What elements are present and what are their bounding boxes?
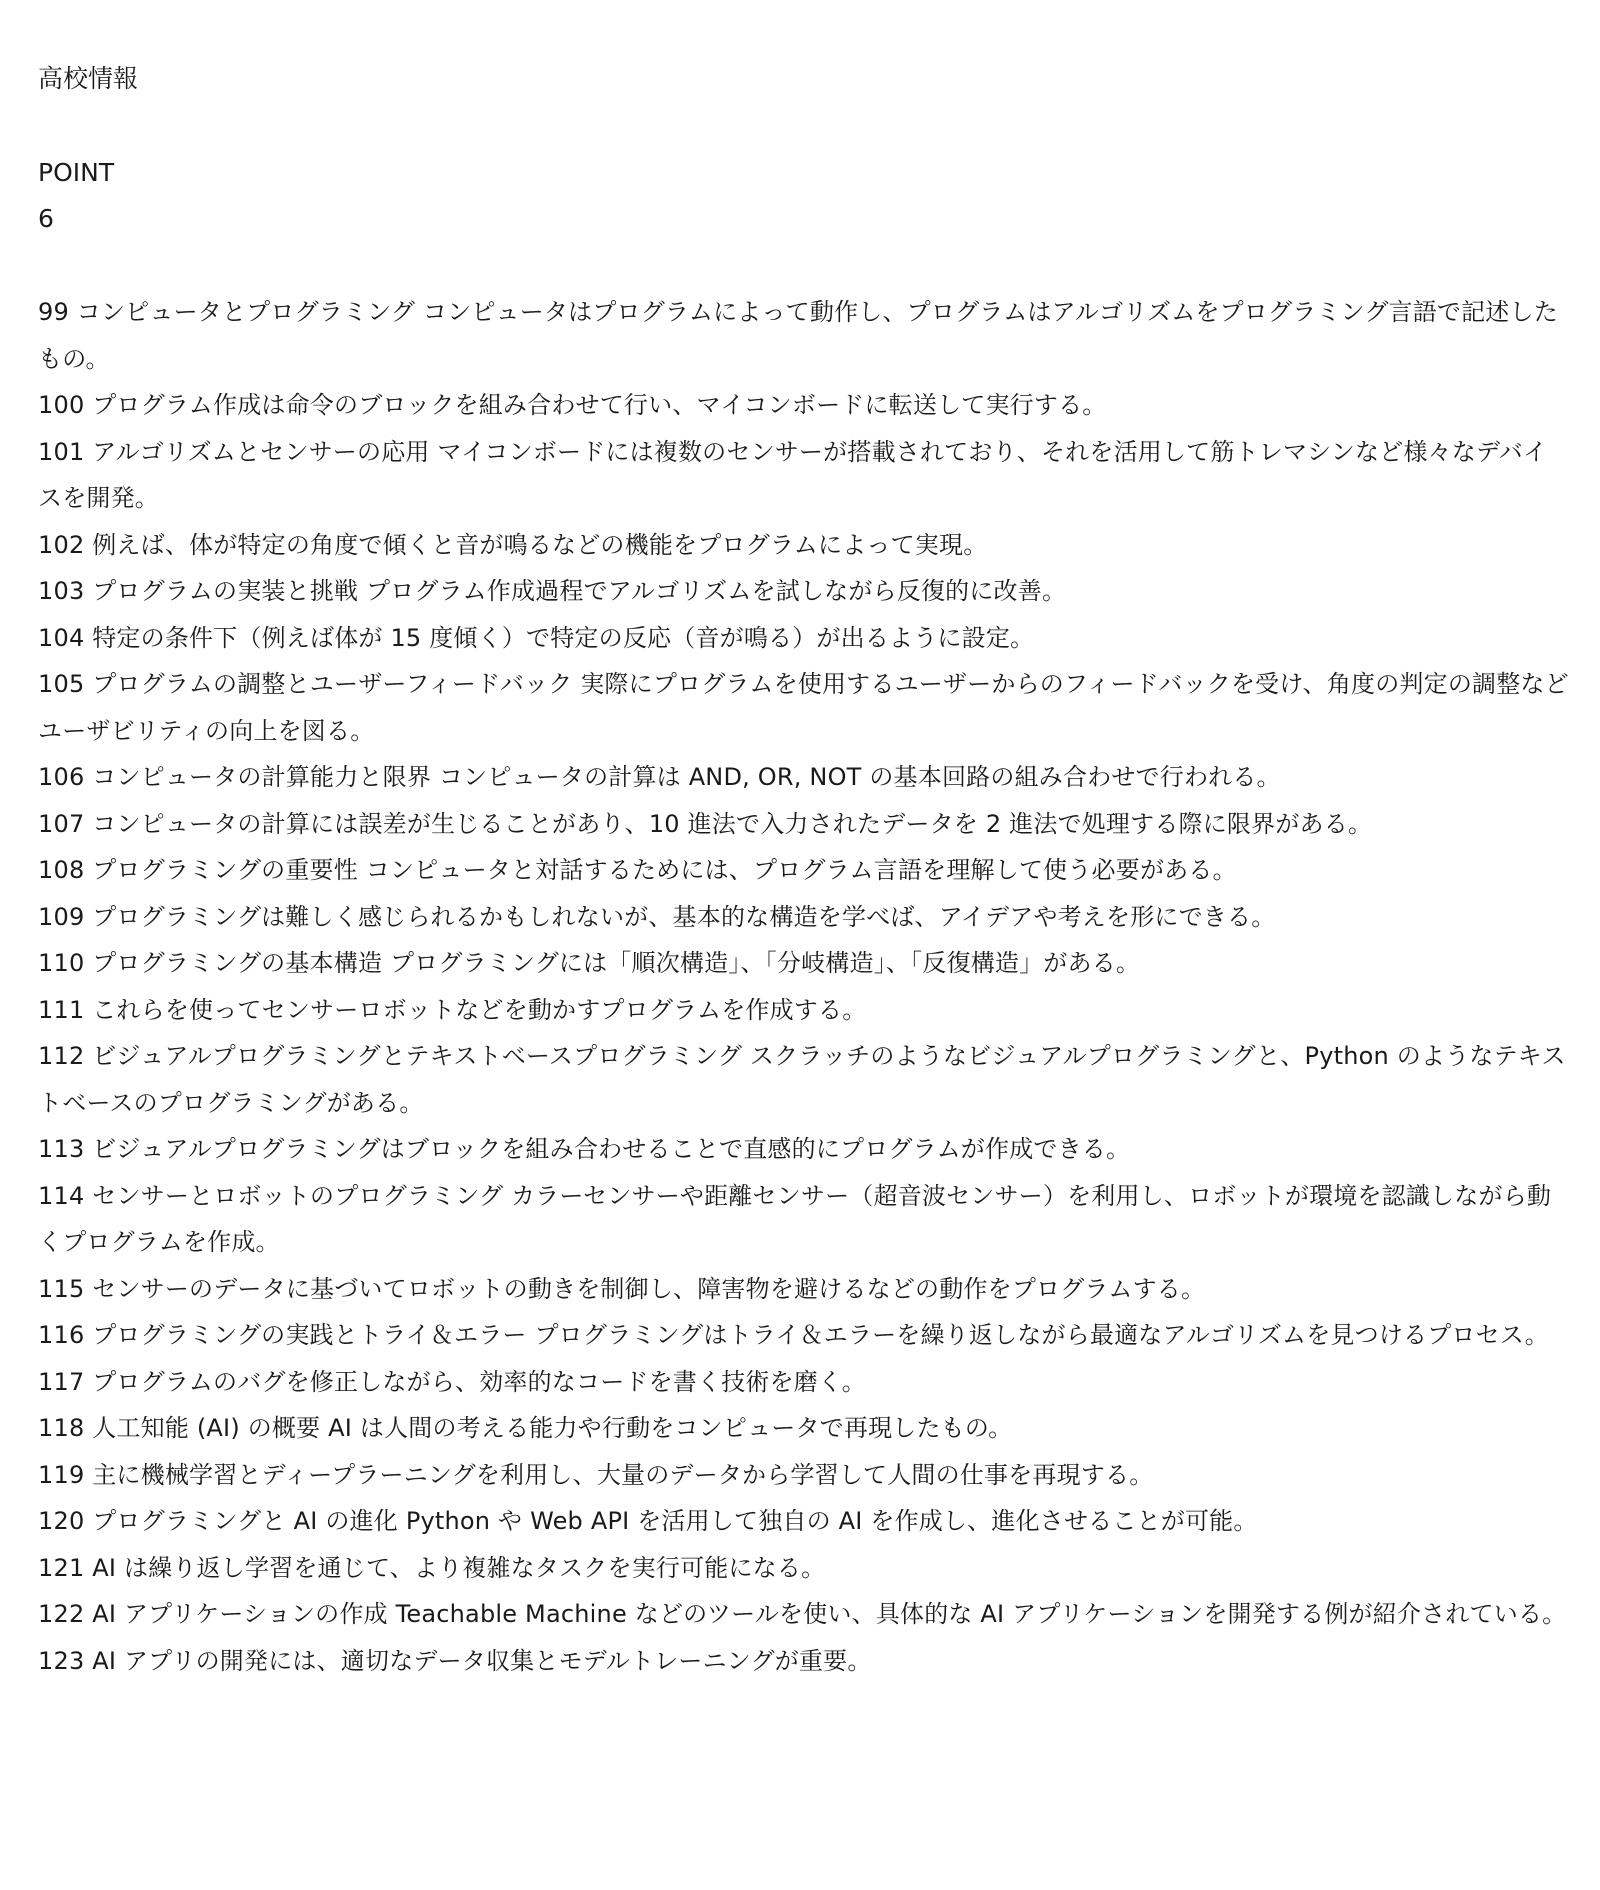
list-item: 107 コンピュータの計算には誤差が生じることがあり、10 進法で入力されたデータを 2 進法で処理する際に限界がある。 xyxy=(38,809,1373,838)
list-item: 123 AI アプリの開発には、適切なデータ収集とモデルトレーニングが重要。 xyxy=(38,1646,872,1675)
list-item: 104 特定の条件下（例えば体が 15 度傾く）で特定の反応（音が鳴る）が出るように設定。 xyxy=(38,623,1035,652)
list-item: 115 センサーのデータに基づいてロボットの動きを制御し、障害物を避けるなどの動作をプログラムする。 xyxy=(38,1274,1206,1303)
list-item: 122 AI アプリケーションの作成 Teachable Machine などのツールを使い、具体的な AI アプリケーションを開発する例が紹介されている。 xyxy=(38,1600,1567,1628)
list-item: 119 主に機械学習とディープラーニングを利用し、大量のデータから学習して人間の仕事を再現する。 xyxy=(38,1460,1154,1489)
list-item: 110 プログラミングの基本構造 プログラミングには「順次構造」、「分岐構造」、「反復構造」がある。 xyxy=(38,949,1141,977)
point-heading xyxy=(38,150,1570,242)
subject-title: 高校情報 xyxy=(38,64,139,93)
list-item: 106 コンピュータの計算能力と限界 コンピュータの計算は AND, OR, NOT の基本回路の組み合わせで行われる。 xyxy=(38,763,1281,791)
list-item: 114 センサーとロボットのプログラミング カラーセンサーや距離センサー（超音波センサー）を利用し、ロボットが環境を認識しながら動くプログラムを作成。 xyxy=(38,1181,1552,1256)
document-page xyxy=(38,56,1570,1700)
list-item: 105 プログラムの調整とユーザーフィードバック 実際にプログラムを使用するユーザーからのフィードバックを受け、角度の判定の調整などユーザビリティの向上を図る。 xyxy=(38,670,1569,745)
list-item: 99 コンピュータとプログラミング コンピュータはプログラムによって動作し、プログラムはアルゴリズムをプログラミング言語で記述したもの。 xyxy=(38,298,1558,373)
list-item: 116 プログラミングの実践とトライ＆エラー プログラミングはトライ＆エラーを繰り返しながら最適なアルゴリズムを見つけるプロセス。 xyxy=(38,1321,1549,1349)
list-item: 108 プログラミングの重要性 コンピュータと対話するためには、プログラム言語を理解して使う必要がある。 xyxy=(38,856,1237,884)
list-item: 111 これらを使ってセンサーロボットなどを動かすプログラムを作成する。 xyxy=(38,995,867,1024)
list-item: 118 人工知能 (AI) の概要 AI は人間の考える能力や行動をコンピュータで再現したもの。 xyxy=(38,1414,1013,1442)
list-item: 121 AI は繰り返し学習を通じて、より複雑なタスクを実行可能になる。 xyxy=(38,1553,826,1582)
list-item: 120 プログラミングと AI の進化 Python や Web API を活用して独自の AI を作成し、進化させることが可能。 xyxy=(38,1507,1258,1535)
point-label: POINT xyxy=(38,158,115,187)
list-item: 103 プログラムの実装と挑戦 プログラム作成過程でアルゴリズムを試しながら反復的に改善。 xyxy=(38,577,1067,605)
list-item: 109 プログラミングは難しく感じられるかもしれないが、基本的な構造を学べば、アイデアや考えを形にできる。 xyxy=(38,902,1276,931)
list-item: 101 アルゴリズムとセンサーの応用 マイコンボードには複数のセンサーが搭載されており、それを活用して筋トレマシンなど様々なデバイスを開発。 xyxy=(38,437,1548,512)
list-item: 113 ビジュアルプログラミングはブロックを組み合わせることで直感的にプログラムが作成できる。 xyxy=(38,1135,1131,1163)
list-item: 112 ビジュアルプログラミングとテキストベースプログラミング スクラッチのようなビジュアルプログラミングと、Python のようなテキストベースのプログラミングがある。 xyxy=(38,1042,1566,1117)
point-number: 6 xyxy=(38,204,54,233)
list-item: 102 例えば、体が特定の角度で傾くと音が鳴るなどの機能をプログラムによって実現。 xyxy=(38,530,988,559)
list-item: 100 プログラム作成は命令のブロックを組み合わせて行い、マイコンボードに転送して実行する。 xyxy=(38,391,1107,419)
list-item: 117 プログラムのバグを修正しながら、効率的なコードを書く技術を磨く。 xyxy=(38,1367,866,1396)
point-item-list xyxy=(38,289,1570,1684)
